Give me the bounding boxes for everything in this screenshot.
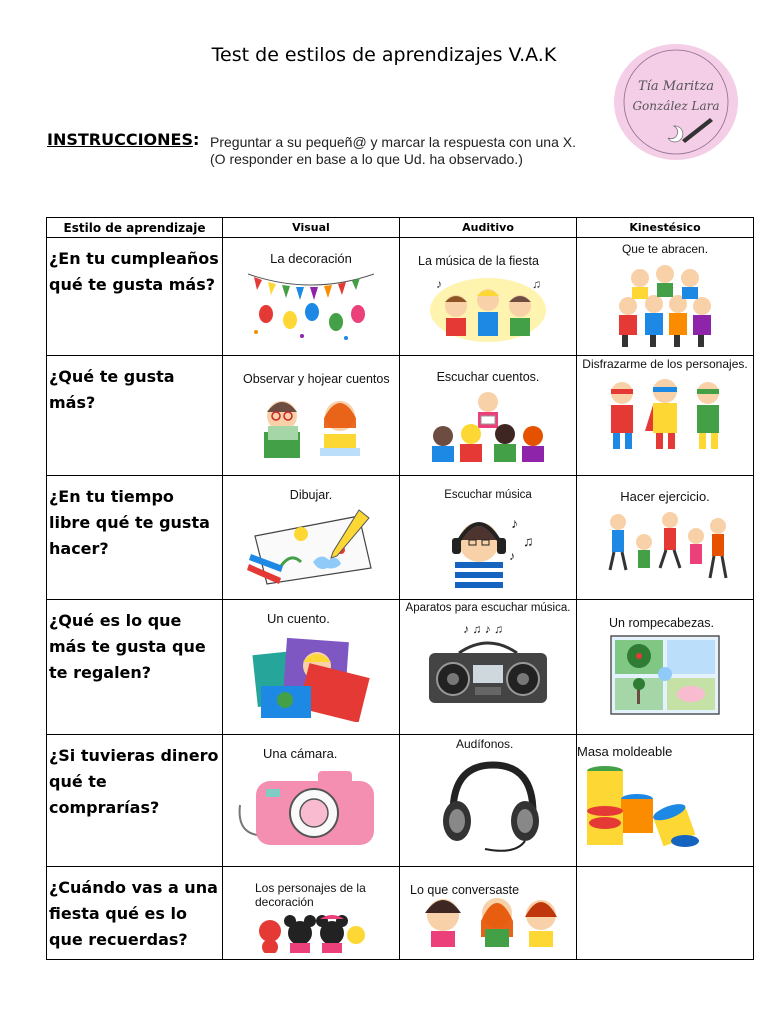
table-row [47, 238, 754, 356]
answer-cell-auditivo[interactable]: Escuchar música ♪ ♫ ♪ [400, 476, 577, 600]
svg-text:♪: ♪ [511, 515, 518, 531]
boombox-icon [423, 619, 553, 707]
kids-talking-icon [413, 891, 563, 947]
logo-text-2: González Lara [632, 99, 720, 113]
header-style: Estilo de aprendizaje [47, 218, 223, 238]
storybooks-icon [251, 630, 371, 722]
answer-cell-auditivo[interactable]: Lo que conversaste [400, 867, 577, 960]
answer-cell-kinestesico[interactable]: Disfrazarme de los personajes. [577, 356, 754, 476]
answer-cell-visual[interactable]: Los personajes de la decoración [223, 867, 400, 960]
answer-cell-kinestesico[interactable] [577, 867, 754, 960]
answer-cell-visual[interactable]: Dibujar. [223, 476, 400, 600]
answer-cell-visual[interactable]: Un cuento. [223, 600, 400, 735]
answer-cell-kinestesico[interactable]: Un rompecabezas. [577, 600, 754, 735]
kids-costumes-icon [600, 375, 730, 453]
svg-text:♫: ♫ [532, 277, 541, 291]
table-row [47, 735, 754, 867]
table-row [47, 476, 754, 600]
answer-cell-auditivo[interactable]: Audífonos. [400, 735, 577, 867]
svg-text:♫: ♫ [523, 533, 534, 549]
puzzle-icon [609, 634, 721, 716]
answer-cell-visual[interactable]: Una cámara. [223, 735, 400, 867]
logo [612, 42, 744, 164]
decoration-balloons-icon [246, 270, 376, 342]
question-cell: ¿Si tuvieras dinero qué te comprarías? [47, 735, 223, 867]
story-time-icon [423, 388, 553, 466]
answer-cell-auditivo[interactable]: La música de la fiesta ♪ ♫ [400, 238, 577, 356]
instructions-line-1: Preguntar a su pequeñ@ y marcar la respuesta con una X. [210, 134, 576, 150]
vak-table [46, 217, 754, 960]
header-auditivo: Auditivo [400, 218, 577, 238]
page-title: Test de estilos de aprendizajes V.A.K [211, 44, 557, 66]
answer-cell-auditivo[interactable]: Escuchar cuentos. [400, 356, 577, 476]
instructions-label: INSTRUCCIONES: [47, 130, 200, 149]
svg-text:♪: ♪ [436, 277, 442, 291]
party-characters-icon [256, 909, 366, 953]
logo-text-1: Tía Maritza [638, 79, 714, 94]
question-cell: ¿Qué es lo que más te gusta que te regalen? [47, 600, 223, 735]
kids-singing-icon [428, 272, 548, 342]
instructions-text [210, 134, 576, 168]
svg-text:♪: ♪ [509, 549, 515, 563]
table-row [47, 356, 754, 476]
question-cell: ¿En tu cumpleaños qué te gusta más? [47, 238, 223, 356]
kids-reading-icon [246, 390, 376, 462]
table-row [47, 600, 754, 735]
answer-cell-kinestesico[interactable]: Masa moldeable [577, 735, 754, 867]
question-cell: ¿Qué te gusta más? [47, 356, 223, 476]
answer-cell-visual[interactable]: La decoración [223, 238, 400, 356]
kids-hugging-icon [610, 260, 720, 350]
drawing-crayons-icon [241, 506, 381, 586]
kid-listening-music-icon [433, 506, 543, 588]
header-visual: Visual [223, 218, 400, 238]
header-kinestesico: Kinestésico [577, 218, 754, 238]
answer-cell-kinestesico[interactable]: Hacer ejercicio. [577, 476, 754, 600]
question-cell: ¿Cuándo vas a una fiesta qué es lo que recuerdas? [47, 867, 223, 960]
kids-exercising-icon [600, 508, 730, 584]
answer-cell-kinestesico[interactable]: Que te abracen. [577, 238, 754, 356]
answer-cell-visual[interactable]: Observar y hojear cuentos [223, 356, 400, 476]
svg-text:♪ ♫ ♪ ♫: ♪ ♫ ♪ ♫ [463, 622, 504, 636]
headphones-icon [433, 755, 543, 855]
instructions-line-2: (O responder en base a lo que Ud. ha observado.) [210, 151, 523, 167]
table-header-row [47, 218, 754, 238]
answer-cell-auditivo[interactable]: Aparatos para escuchar música. ♪ ♫ ♪ ♫ [400, 600, 577, 735]
table-row [47, 867, 754, 960]
question-cell: ¿En tu tiempo libre qué te gusta hacer? [47, 476, 223, 600]
play-dough-icon [581, 763, 701, 857]
camera-icon [236, 765, 386, 851]
